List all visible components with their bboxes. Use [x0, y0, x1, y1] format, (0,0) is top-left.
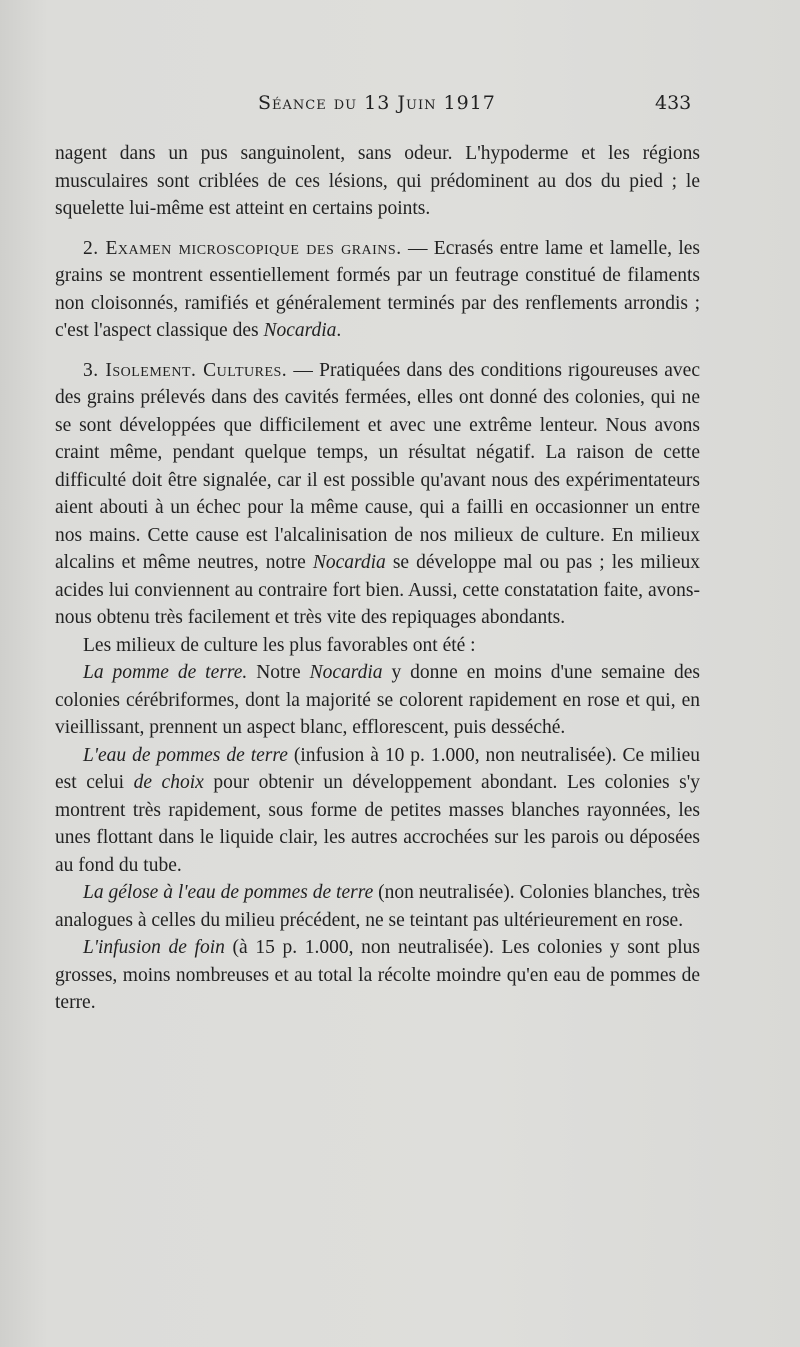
paragraph-2: 2. Examen microscopique des grains. — Ecrasés entre lame et lamelle, les grains se montrent essentiellement formés par un feutrage constitué de filaments non cloisonnés, ramifiés et généralement terminés par des renflements arrondis ; c'est l'aspect classique des Nocardia.: [55, 237, 700, 341]
page-header: [0, 92, 800, 122]
paragraph-6: L'eau de pommes de terre (infusion à 10 p. 1.000, non neutralisée). Ce milieu est celui de choix pour obtenir un développement abondant. Les colonies s'y montrent très rapidement, sous forme de petites masses blanches rayonnées, les unes flottant dans le liquide clair, les autres accrochées sur les parois ou déposées au fond du tube.: [55, 744, 700, 876]
paragraph-7: La gélose à l'eau de pommes de terre (non neutralisée). Colonies blanches, très analogues à celles du milieu précédent, ne se teintant pas ultérieurement en rose.: [55, 882, 701, 931]
paragraph-3: 3. Isolement. Cultures. — Pratiquées dans des conditions rigoureuses avec des grains prélevés dans des cavités fermées, elles ont donné des colonies, qui ne se sont développées que difficilement et avec une extrême lenteur. Nous avons craint même, pendant quelque temps, un résultat négatif. La raison de cette difficulté doit être signalée, car il est possible qu'avant nous des expérimentateurs aient abouti à un échec pour la même cause, qui a failli en occasionner un entre nos mains. Cette cause est l'alcalinisation de nos milieux de culture. En milieux alcalins et même neutres, notre Nocardia se développe mal ou pas ; les milieux acides lui conviennent au contraire fort bien. Aussi, cette constatation faite, avons-nous obtenu très facilement et très vite des repiquages abondants.: [55, 359, 701, 628]
paragraph-5: La pomme de terre. Notre Nocardia y donne en moins d'une semaine des colonies cérébriformes, dont la majorité se colorent rapidement en rose et qui, en vieillissant, prennent un aspect blanc, efflorescent, puis desséché.: [55, 662, 700, 738]
running-head: Séance du 13 Juin 1917: [258, 92, 496, 114]
paragraph-1: nagent dans un pus sanguinolent, sans odeur. L'hypoderme et les régions musculaires sont criblées de ces lésions, qui prédominent au dos du pied ; le squelette lui-même est atteint en certains points.: [55, 143, 700, 219]
section-heading-3: 3. Isolement. Cultures.: [83, 359, 288, 381]
paragraph-8: L'infusion de foin (à 15 p. 1.000, non neutralisée). Les colonies y sont plus grosses, moins nombreuses et au total la récolte moindre qu'en eau de pommes de terre.: [55, 937, 700, 1013]
paragraph-4: Les milieux de culture les plus favorables ont été :: [83, 634, 476, 656]
section-heading-2: 2. Examen microscopique des grains.: [83, 237, 402, 259]
page-body: [55, 140, 700, 1017]
page-number: 433: [655, 92, 692, 114]
